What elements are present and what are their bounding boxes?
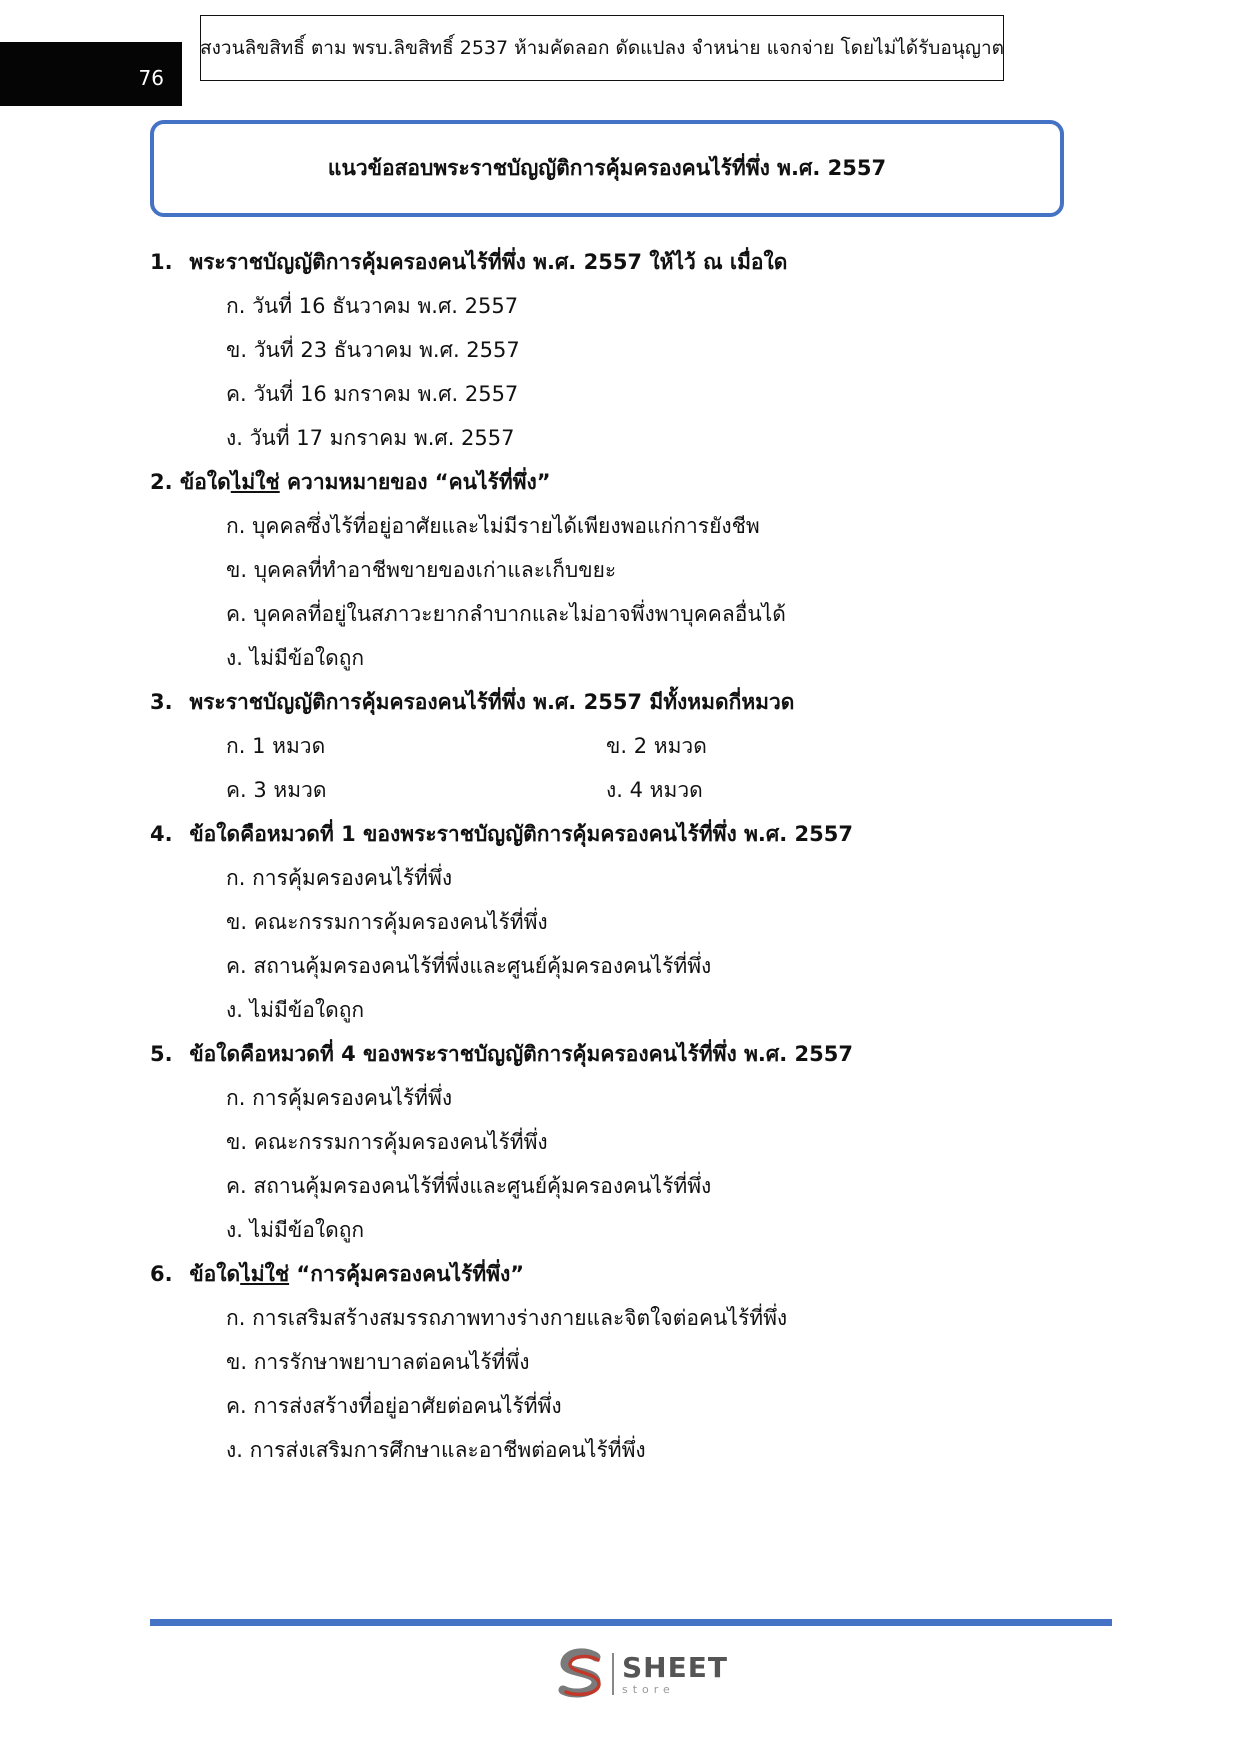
question-number: 4.: [150, 822, 173, 846]
question-stem-after: ความหมายของ “คนไร้ที่พึ่ง”: [279, 470, 551, 494]
choice-list: [150, 856, 1100, 1032]
question-number: 6.: [150, 1262, 173, 1286]
choice-b: ข. คณะกรรมการคุ้มครองคนไร้ที่พึ่ง: [226, 910, 548, 934]
choice-a: ก. 1 หมวด: [226, 734, 326, 758]
question-stem: พระราชบัญญัติการคุ้มครองคนไร้ที่พึ่ง พ.ศ. 2557 มีทั้งหมดกี่หมวด: [189, 690, 795, 714]
choice-a: ก. การเสริมสร้างสมรรถภาพทางร่างกายและจิตใจต่อคนไร้ที่พึ่ง: [226, 1306, 788, 1330]
choice-c: ค. บุคคลที่อยู่ในสภาวะยากลำบากและไม่อาจพึ่งพาบุคคลอื่นได้: [226, 602, 786, 626]
choice-c: ค. วันที่ 16 มกราคม พ.ศ. 2557: [226, 382, 519, 406]
question-6: [150, 1252, 1100, 1472]
question-text: [150, 240, 1100, 284]
choice-b: ข. วันที่ 23 ธันวาคม พ.ศ. 2557: [226, 338, 520, 362]
question-5: [150, 1032, 1100, 1252]
question-stem-before: ข้อใด: [179, 470, 231, 494]
choice-b: ข. บุคคลที่ทำอาชีพขายของเก่าและเก็บขยะ: [226, 558, 617, 582]
sheet-store-logo: [556, 1646, 728, 1702]
choice-list: [150, 724, 1100, 812]
choice-d: ง. การส่งเสริมการศึกษาและอาชีพต่อคนไร้ที่พึ่ง: [226, 1438, 646, 1462]
choice-d: ง. วันที่ 17 มกราคม พ.ศ. 2557: [226, 426, 515, 450]
choice-d: ง. ไม่มีข้อใดถูก: [226, 646, 365, 670]
question-stem-before: ข้อใด: [189, 1262, 241, 1286]
choice-list: [150, 1296, 1100, 1472]
choice-c: ค. สถานคุ้มครองคนไร้ที่พึ่งและศูนย์คุ้มครองคนไร้ที่พึ่ง: [226, 954, 712, 978]
question-text: [150, 1252, 1100, 1296]
choice-c: ค. 3 หมวด: [226, 778, 327, 802]
question-number: 1.: [150, 250, 173, 274]
question-text: [150, 1032, 1100, 1076]
choice-list: [150, 1076, 1100, 1252]
choice-b: ข. 2 หมวด: [606, 734, 707, 758]
copyright-notice: [200, 15, 1004, 81]
question-1: [150, 240, 1100, 460]
question-3: [150, 680, 1100, 812]
question-stem-after: “การคุ้มครองคนไร้ที่พึ่ง”: [289, 1262, 525, 1286]
logo-subword: store: [622, 1682, 675, 1696]
choice-list: [150, 504, 1100, 680]
page-number-block: [0, 42, 182, 106]
page-number: 76: [138, 66, 164, 90]
logo-divider: [612, 1653, 614, 1695]
question-text: [150, 812, 1100, 856]
question-stem: ข้อใดคือหมวดที่ 4 ของพระราชบัญญัติการคุ้มครองคนไร้ที่พึ่ง พ.ศ. 2557: [189, 1042, 853, 1066]
question-stem: พระราชบัญญัติการคุ้มครองคนไร้ที่พึ่ง พ.ศ. 2557 ให้ไว้ ณ เมื่อใด: [189, 250, 788, 274]
sheet-store-s-logo-icon: [556, 1648, 606, 1700]
question-stem: ข้อใดคือหมวดที่ 1 ของพระราชบัญญัติการคุ้มครองคนไร้ที่พึ่ง พ.ศ. 2557: [189, 822, 853, 846]
choice-a: ก. วันที่ 16 ธันวาคม พ.ศ. 2557: [226, 294, 519, 318]
logo-word: SHEET: [622, 1650, 728, 1684]
copyright-text: สงวนลิขสิทธิ์ ตาม พรบ.ลิขสิทธิ์ 2537 ห้ามคัดลอก ดัดแปลง จำหน่าย แจกจ่าย โดยไม่ได้รับอนุญาต: [200, 37, 1004, 59]
question-stem-underlined: ไม่ใช่: [230, 470, 280, 494]
logo-text: [622, 1650, 728, 1696]
choice-a: ก. บุคคลซึ่งไร้ที่อยู่อาศัยและไม่มีรายได้เพียงพอแก่การยังชีพ: [226, 514, 760, 538]
choice-d: ง. ไม่มีข้อใดถูก: [226, 998, 365, 1022]
page-title: แนวข้อสอบพระราชบัญญัติการคุ้มครองคนไร้ที่พึ่ง พ.ศ. 2557: [327, 156, 887, 180]
footer-rule: [150, 1619, 1112, 1626]
page-title-box: [150, 120, 1064, 217]
question-list: [150, 240, 1100, 1472]
choice-list: [150, 284, 1100, 460]
question-2: [150, 460, 1100, 680]
question-number: 3.: [150, 690, 173, 714]
choice-c: ค. สถานคุ้มครองคนไร้ที่พึ่งและศูนย์คุ้มครองคนไร้ที่พึ่ง: [226, 1174, 712, 1198]
question-stem-underlined: ไม่ใช่: [240, 1262, 290, 1286]
choice-a: ก. การคุ้มครองคนไร้ที่พึ่ง: [226, 1086, 453, 1110]
question-number: 2.: [150, 470, 173, 494]
question-text: [150, 460, 1100, 504]
choice-b: ข. การรักษาพยาบาลต่อคนไร้ที่พึ่ง: [226, 1350, 530, 1374]
question-4: [150, 812, 1100, 1032]
question-text: [150, 680, 1100, 724]
choice-a: ก. การคุ้มครองคนไร้ที่พึ่ง: [226, 866, 453, 890]
choice-c: ค. การส่งสร้างที่อยู่อาศัยต่อคนไร้ที่พึ่ง: [226, 1394, 562, 1418]
choice-d: ง. 4 หมวด: [606, 778, 703, 802]
question-number: 5.: [150, 1042, 173, 1066]
choice-b: ข. คณะกรรมการคุ้มครองคนไร้ที่พึ่ง: [226, 1130, 548, 1154]
choice-d: ง. ไม่มีข้อใดถูก: [226, 1218, 365, 1242]
